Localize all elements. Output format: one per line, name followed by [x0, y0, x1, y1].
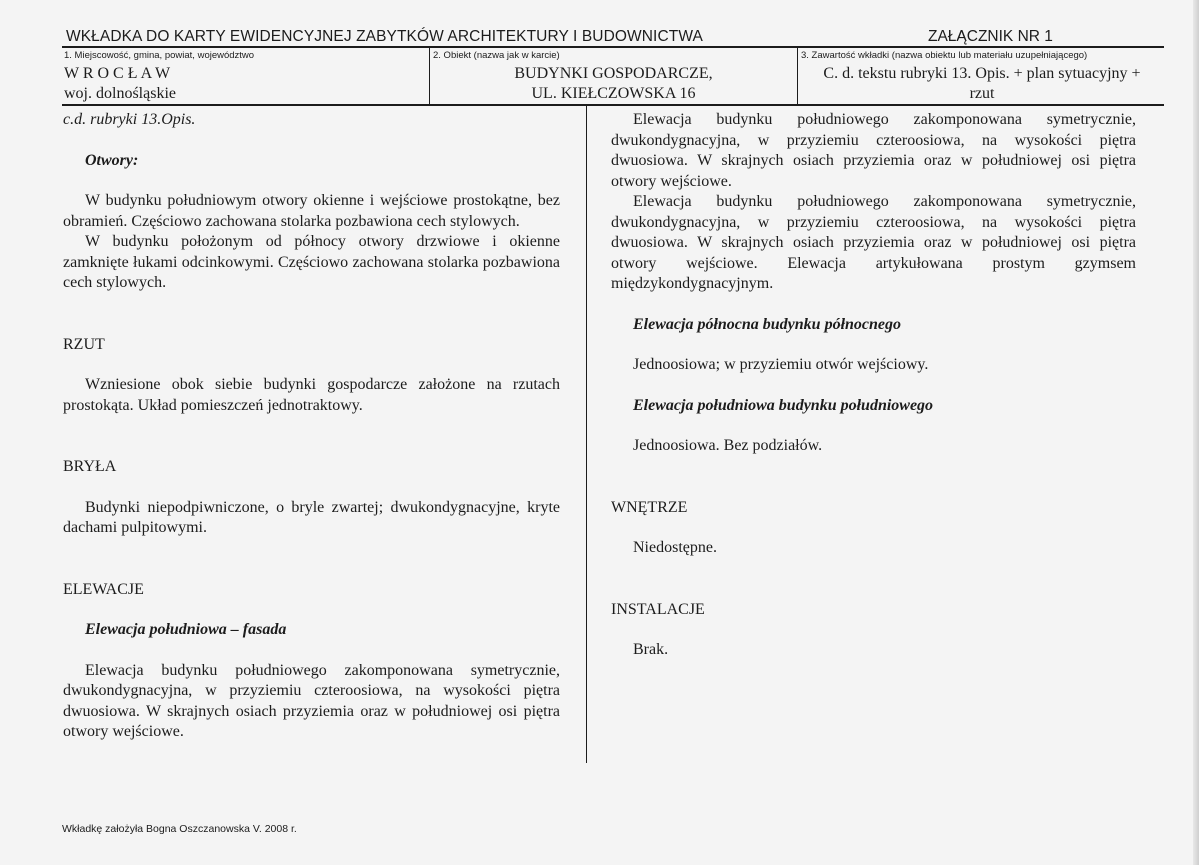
field-2-object-line-1: BUDYNKI GOSPODARCZE,	[514, 65, 713, 82]
continuation-note: c.d. rubryki 13.Opis.	[63, 111, 196, 128]
wnetrze-heading: WNĘTRZE	[611, 498, 688, 516]
south-facade-heading: Elewacja południowa – fasada	[85, 621, 287, 638]
annex-number: ZAŁĄCZNIK NR 1	[928, 28, 1053, 45]
south-elevation-heading: Elewacja południowa budynku południowego	[633, 396, 934, 414]
field-3-content-line-2: rzut	[969, 85, 995, 102]
field-2-label: 2. Obiekt (nazwa jak w karcie)	[433, 50, 560, 61]
field-3-label: 3. Zawartość wkładki (nazwa obiektu lub materiału uzupełniającego)	[801, 50, 1088, 61]
right-column	[611, 110, 1136, 661]
field-1-city: W R O C Ł A W	[64, 65, 171, 82]
bryla-heading: BRYŁA	[63, 458, 117, 475]
instalacje-paragraph: Brak.	[633, 641, 669, 658]
left-column	[63, 110, 560, 743]
otwory-paragraph-1: W budynku południowym otwory okienne i wejściowe prostokątne, bez obramień. Częściowo zachowana stolarka pozbawiona cech stylowych.	[63, 192, 560, 230]
bryla-paragraph: Budynki niepodpiwniczone, o bryle zwartej; dwukondygnacyjne, kryte dachami pulpitowymi.	[63, 498, 560, 536]
rzut-heading: RZUT	[63, 335, 105, 353]
north-elevation-heading: Elewacja północna budynku północnego	[633, 315, 902, 333]
south-elevation-paragraph: Jednoosiowa. Bez podziałów.	[633, 437, 823, 454]
otwory-heading: Otwory:	[85, 151, 139, 169]
south-facade-paragraph: Elewacja budynku południowego zakomponowana symetrycznie, dwukondygnacyjna, w przyziemiu czteroosiowa, na wysokości piętra dwuosiowa. W skrajnych osiach przyziemia oraz w południowej osi piętra otwory wejściowe.	[63, 661, 560, 740]
north-elevation-paragraph: Jednoosiowa; w przyziemiu otwór wejściowy.	[633, 356, 929, 373]
field-2-object-line-2: UL. KIEŁCZOWSKA 16	[531, 85, 696, 102]
field-1-label: 1. Miejscowość, gmina, powiat, województwo	[64, 50, 255, 61]
instalacje-heading: INSTALACJE	[611, 600, 705, 618]
otwory-paragraph-2: W budynku położonym od północy otwory drzwiowe i okienne zamknięte łukami odcinkowymi. Częściowo zachowana stolarka pozbawiona cech stylowych.	[63, 233, 560, 291]
field-1-voivodeship: woj. dolnośląskie	[64, 85, 176, 102]
page-edge-shadow	[1193, 0, 1199, 865]
field-3-content-line-1: C. d. tekstu rubryki 13. Opis. + plan sytuacyjny +	[823, 65, 1141, 82]
header-divider-2	[797, 47, 798, 105]
wnetrze-paragraph: Niedostępne.	[633, 539, 717, 556]
header-top-rule	[62, 46, 1164, 48]
header-divider-1	[429, 47, 430, 105]
column-divider	[586, 105, 587, 763]
footer-author-note: Wkładkę założyła Bogna Oszczanowska V. 2008 r.	[62, 823, 297, 835]
right-paragraph-2: Elewacja budynku południowego zakomponowana symetrycznie, dwukondygnacyjna, w przyziemiu czteroosiowa, na wysokości piętra dwuosiowa. W skrajnych osiach przyziemia oraz w południowej osi piętra otwory wejściowe. Elewacja artykułowana prostym gzymsem międzykondygnacyjnym.	[611, 193, 1136, 292]
rzut-paragraph: Wzniesione obok siebie budynki gospodarcze założone na rzutach prostokąta. Układ pomieszczeń jednotraktowy.	[63, 376, 560, 414]
elewacje-heading: ELEWACJE	[63, 580, 144, 598]
form-title: WKŁADKA DO KARTY EWIDENCYJNEJ ZABYTKÓW ARCHITEKTURY I BUDOWNICTWA	[66, 28, 703, 45]
right-paragraph-1: Elewacja budynku południowego zakomponowana symetrycznie, dwukondygnacyjna, w przyziemiu czteroosiowa, na wysokości piętra dwuosiowa. W skrajnych osiach przyziemia oraz w południowej osi piętra otwory wejściowe.	[611, 111, 1136, 190]
header-bottom-rule	[62, 104, 1164, 106]
